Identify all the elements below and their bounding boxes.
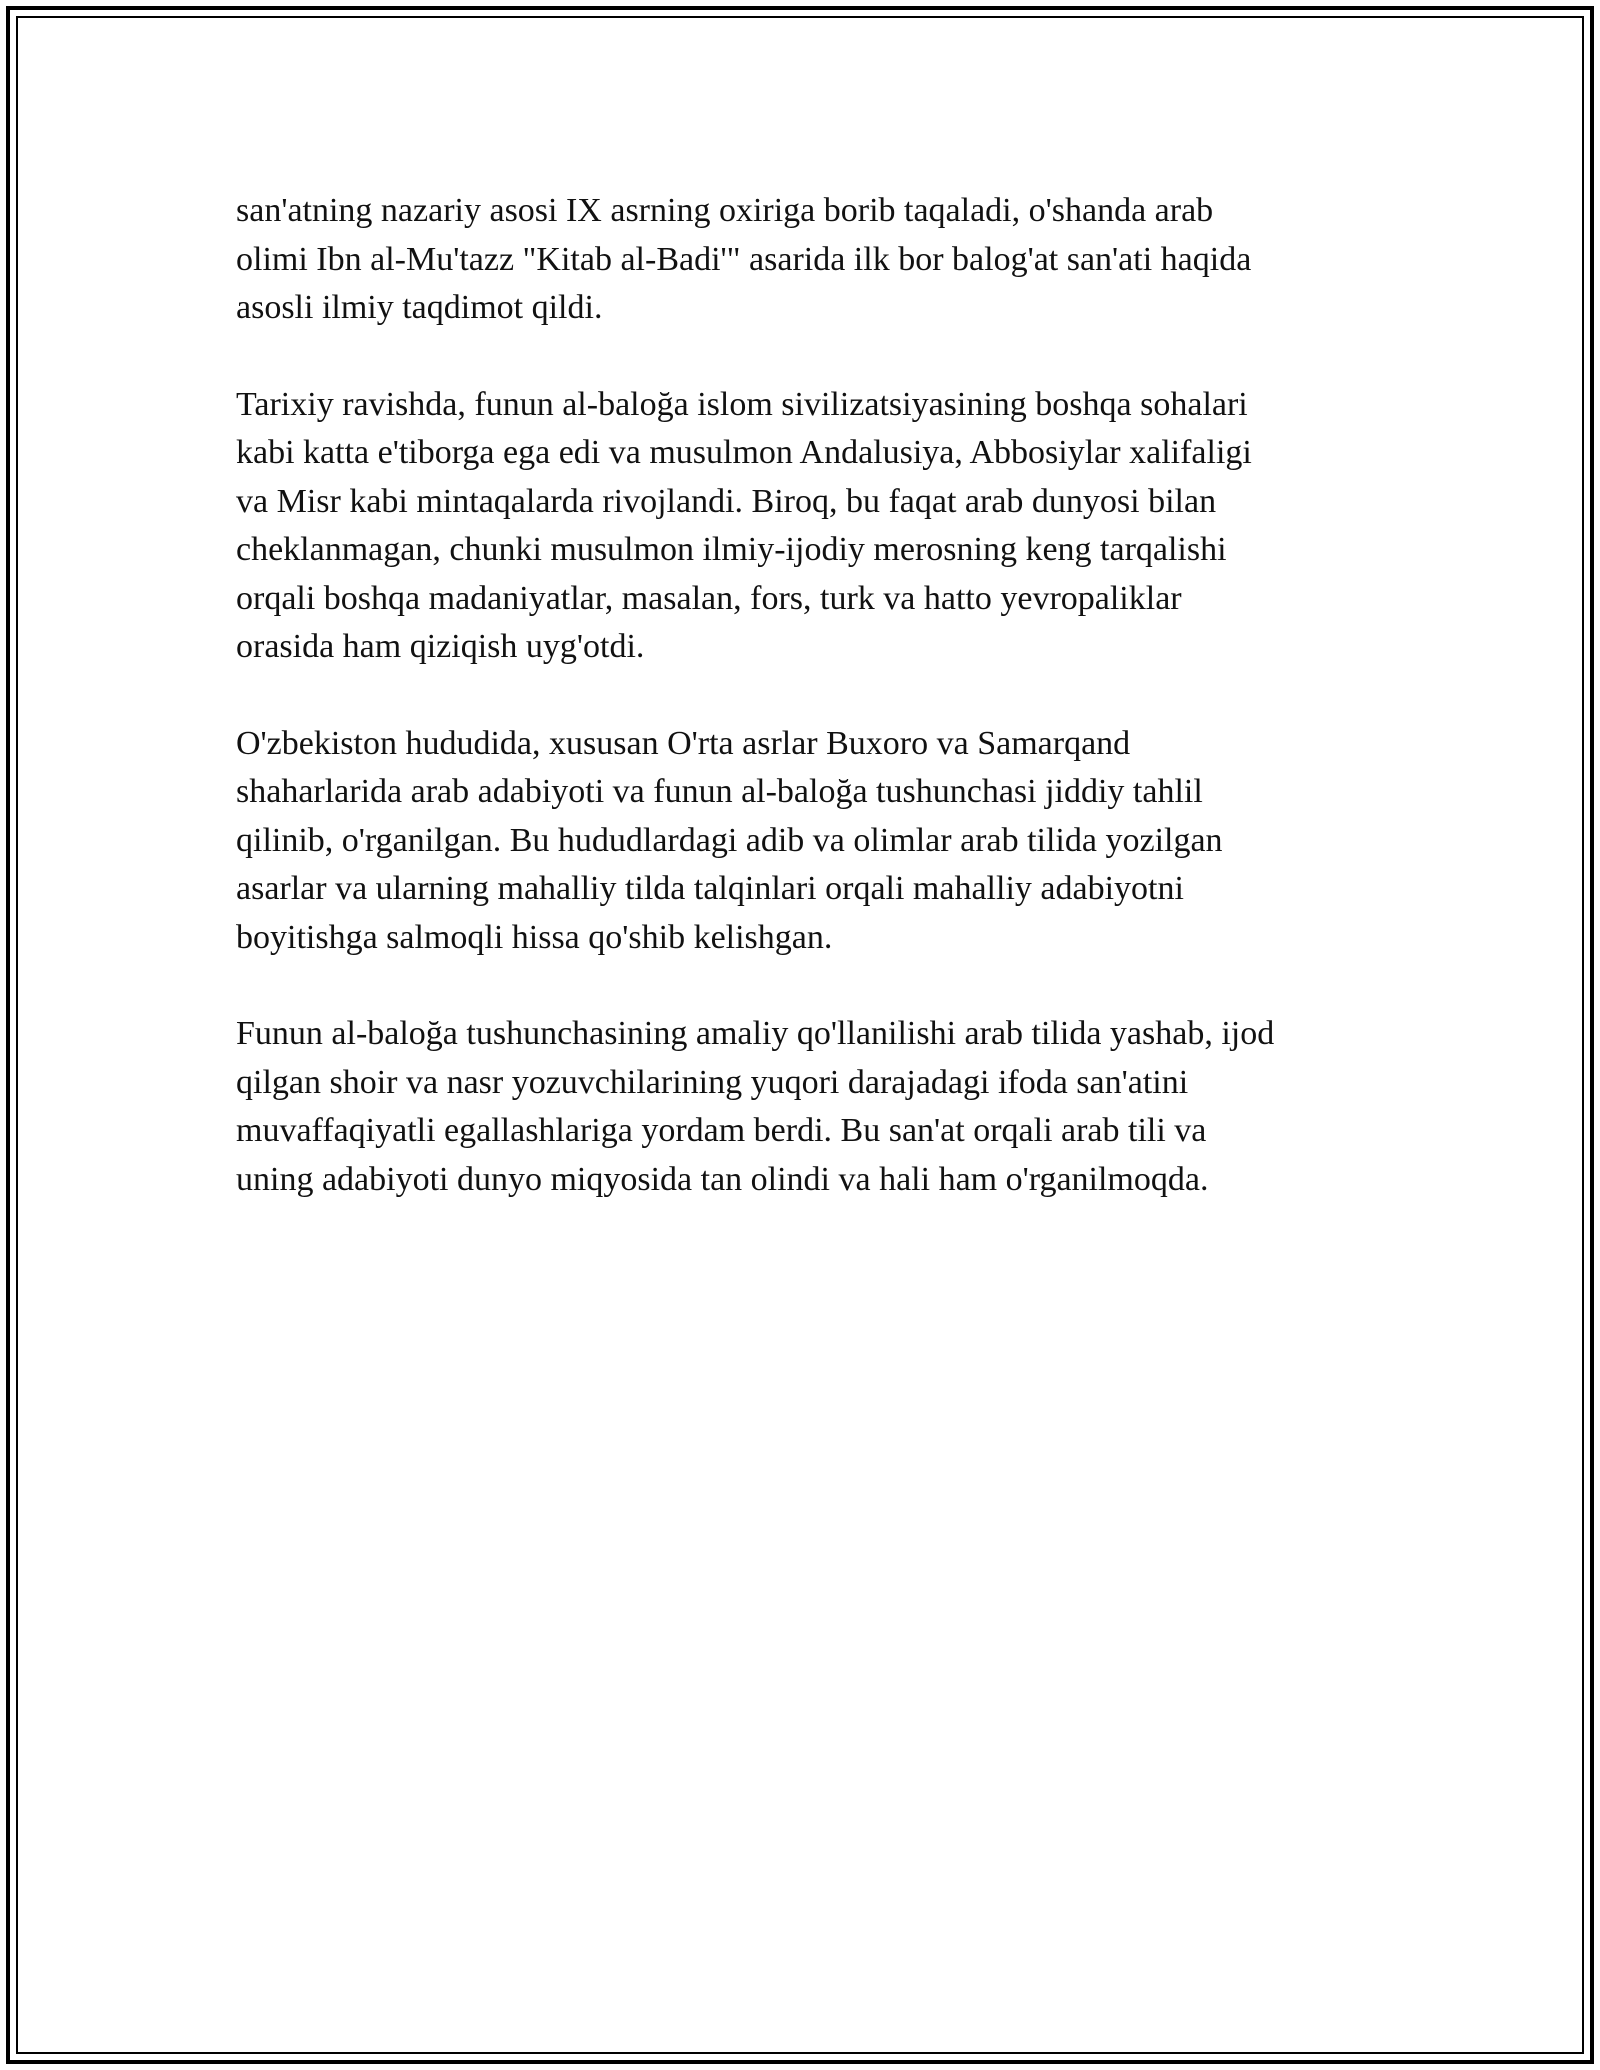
- text-line: orqali boshqa madaniyatlar, masalan, fors, turk va hatto yevropaliklar: [236, 579, 1182, 617]
- text-line: Tarixiy ravishda, funun al-baloğa islom sivilizatsiyasining boshqa sohalari: [236, 385, 1248, 423]
- text-line: shaharlarida arab adabiyoti va funun al-baloğa tushunchasi jiddiy tahlil: [236, 773, 1203, 810]
- paragraph-3: [236, 720, 1386, 963]
- text-line: asarlar va ularning mahalliy tilda talqinlari orqali mahalliy adabiyotni: [236, 870, 1184, 907]
- paragraph-2: [236, 381, 1386, 672]
- text-line: kabi katta e'tiborga ega edi va musulmon Andalusiya, Abbosiylar xalifaligi: [236, 434, 1252, 471]
- text-line: boyitishga salmoqli hissa qo'shib kelishgan.: [236, 918, 833, 956]
- text-line: orasida ham qiziqish uyg'otdi.: [236, 628, 645, 665]
- text-line: qilinib, o'rganilgan. Bu hududlardagi adib va olimlar arab tilida yozilgan: [236, 821, 1223, 859]
- text-line: va Misr kabi mintaqalarda rivojlandi. Biroq, bu faqat arab dunyosi bilan: [236, 482, 1217, 520]
- text-line: uning adabiyoti dunyo miqyosida tan olindi va hali ham o'rganilmoqda.: [236, 1160, 1209, 1198]
- text-line: muvaffaqiyatli egallashlariga yordam berdi. Bu san'at orqali arab tili va: [236, 1112, 1207, 1149]
- document-body: [236, 187, 1386, 1252]
- paragraph-4: [236, 1010, 1386, 1204]
- text-line: san'atning nazariy asosi IX asrning oxiriga borib taqaladi, o'shanda arab: [236, 192, 1214, 229]
- text-line: cheklanmagan, chunki musulmon ilmiy-ijodiy merosning keng tarqalishi: [236, 531, 1227, 568]
- text-line: olimi Ibn al-Mu'tazz "Kitab al-Badi'" asarida ilk bor balog'at san'ati haqida: [236, 240, 1252, 278]
- text-line: qilgan shoir va nasr yozuvchilarining yuqori darajadagi ifoda san'atini: [236, 1063, 1189, 1101]
- text-line: Funun al-baloğa tushunchasining amaliy qo'llanilishi arab tilida yashab, ijod: [236, 1015, 1275, 1052]
- text-line: asosli ilmiy taqdimot qildi.: [236, 289, 603, 326]
- text-line: O'zbekiston hududida, xususan O'rta asrlar Buxoro va Samarqand: [236, 724, 1131, 762]
- paragraph-1: [236, 187, 1386, 333]
